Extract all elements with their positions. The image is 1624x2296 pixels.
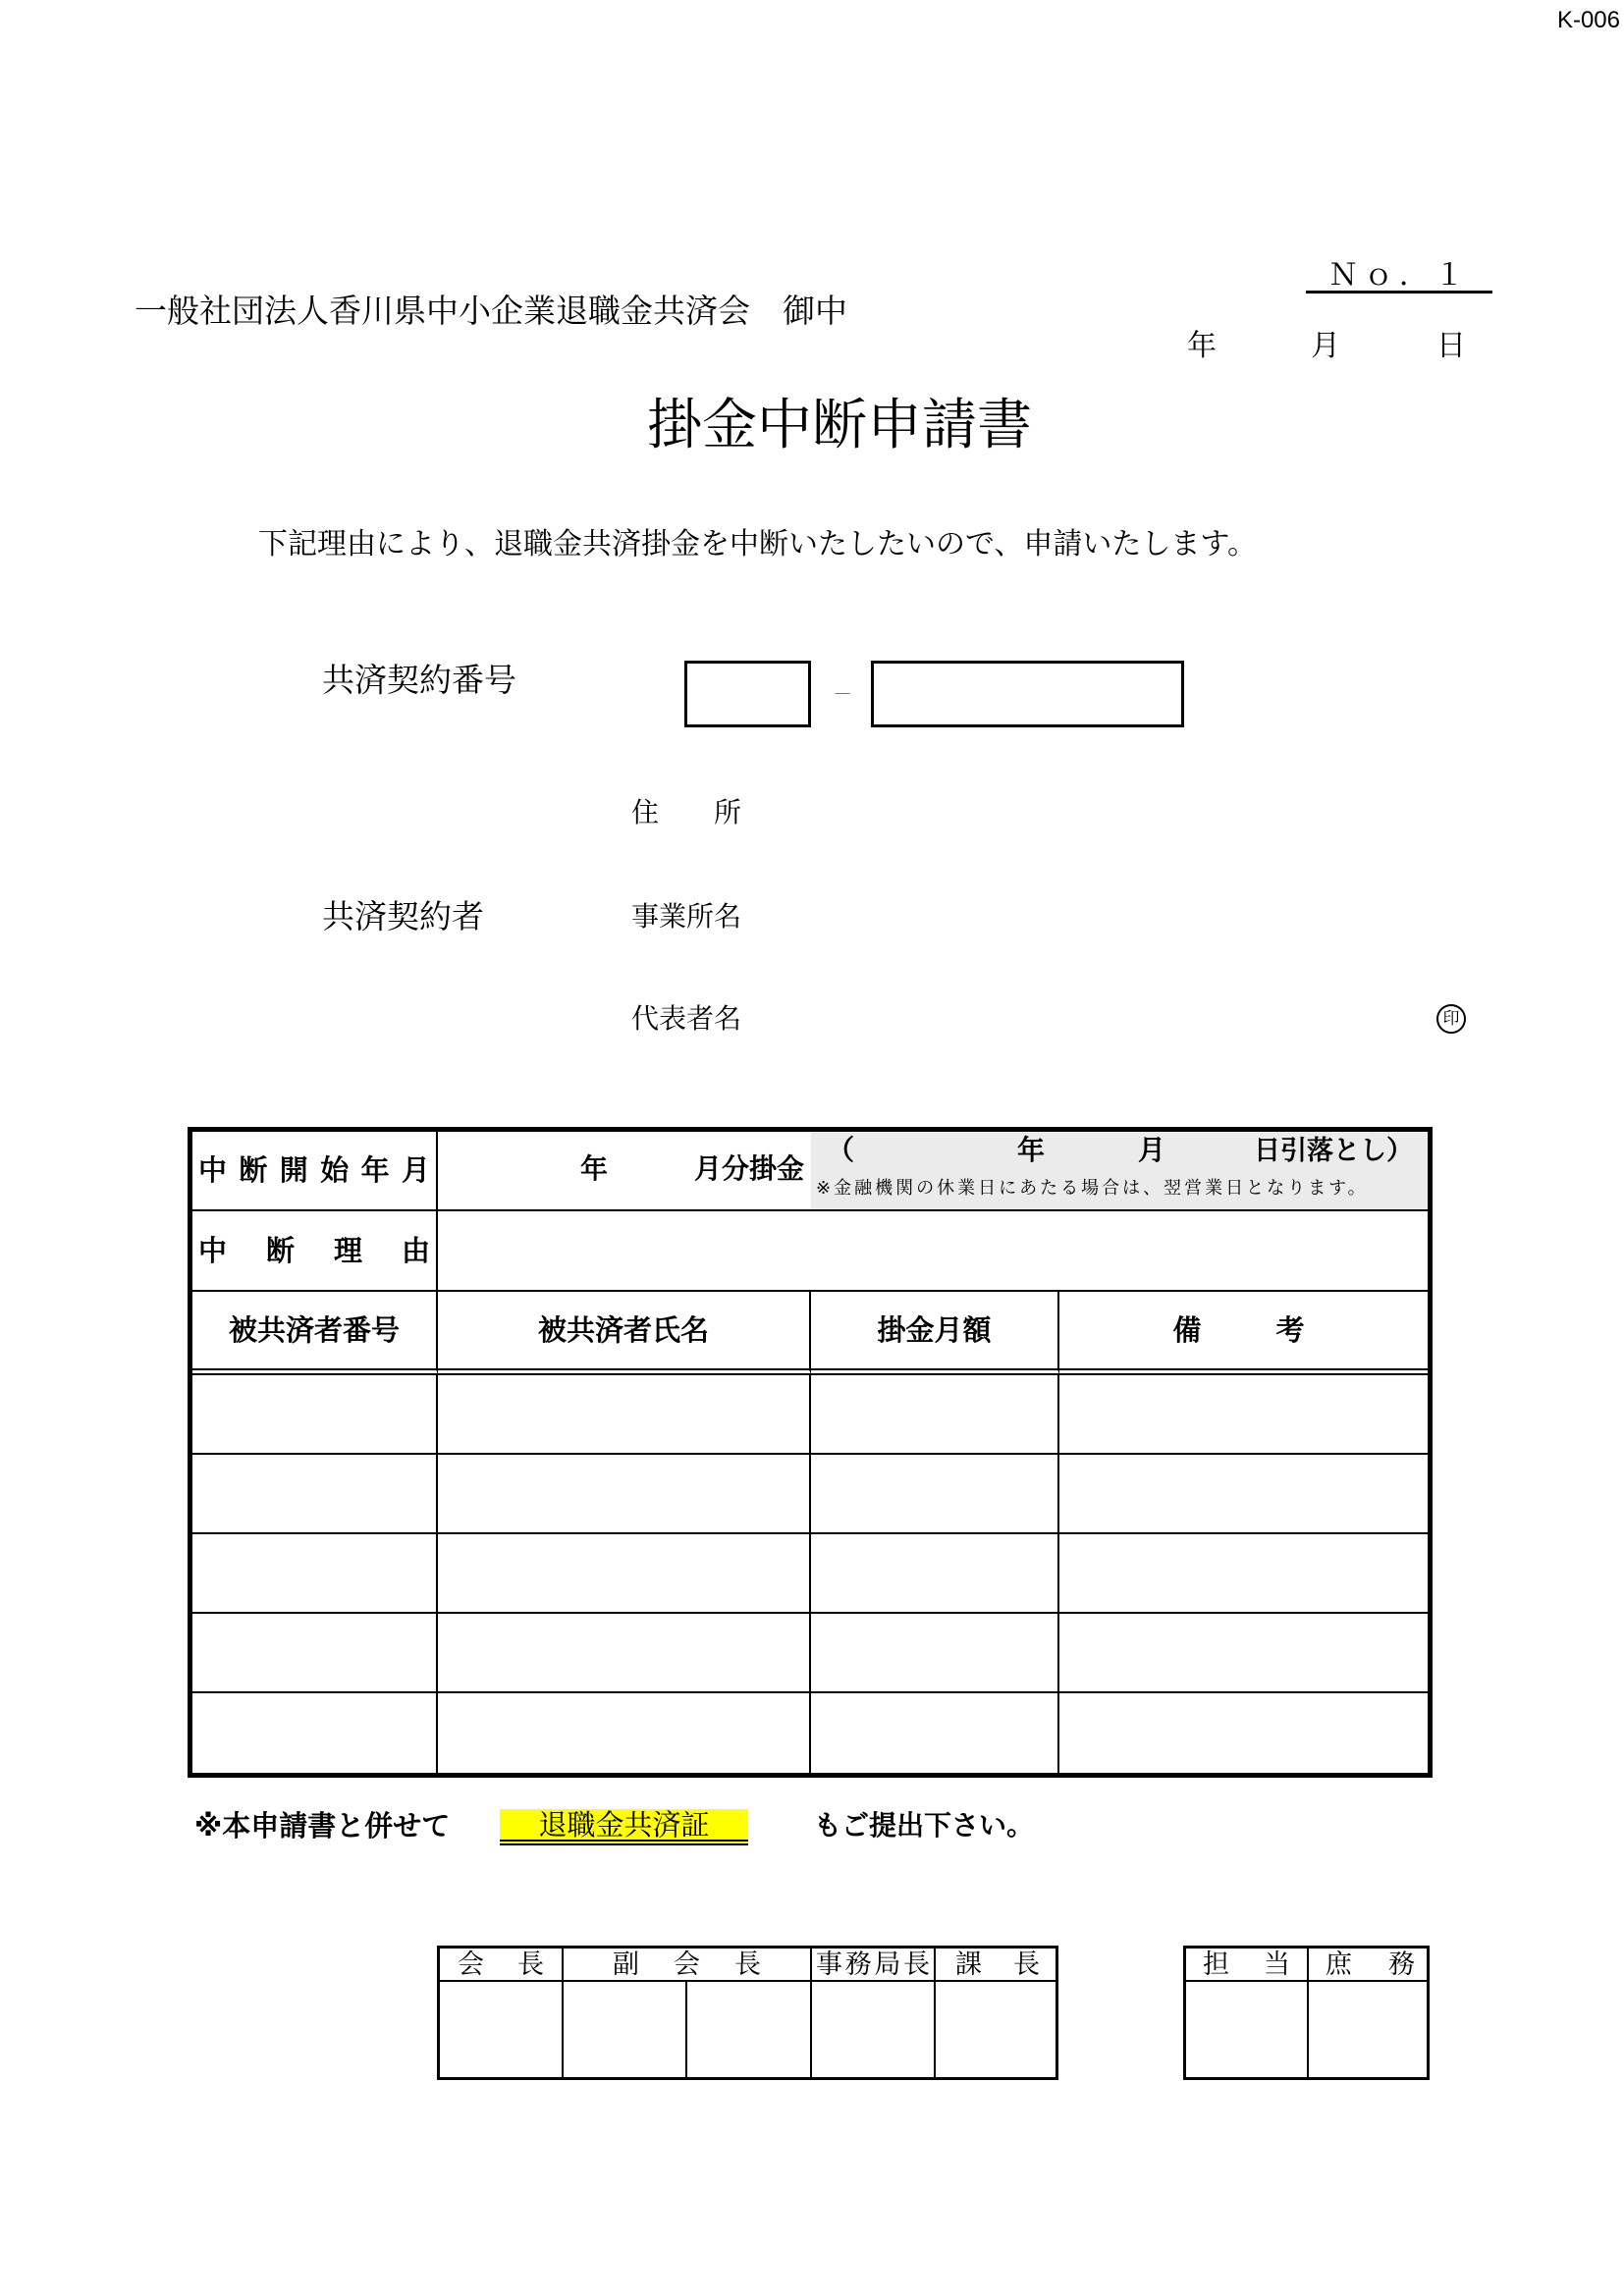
header-member-number: 被共済者番号 [228,1312,400,1347]
address-label: 住 所 [631,796,742,828]
reason-value-cell[interactable] [438,1211,1428,1292]
debit-month-unit: 月 [1138,1134,1166,1166]
document-code: K-006 [1556,7,1620,33]
approval-stamp-general-affairs[interactable] [1309,1982,1427,2077]
approval-header-label: 事務局長 [816,1949,930,1980]
suspension-table [188,1127,1433,1778]
addressee: 一般社団法人香川県中小企業退職金共済会 御中 [135,292,847,330]
approval-stamp-section-chief[interactable] [936,1982,1056,2077]
footnote-prefix: ※本申請書と併せて [194,1809,451,1842]
header-monthly-amount-cell [811,1292,1059,1375]
approval-header-general-affairs [1309,1949,1427,1982]
table-cell-member-name[interactable] [438,1693,811,1773]
reason-label-cell [192,1211,438,1292]
table-cell-member-name[interactable] [438,1375,811,1455]
table-cell-remarks[interactable] [1059,1455,1428,1534]
table-cell-monthly-amount[interactable] [811,1534,1059,1614]
table-cell-member-number[interactable] [192,1455,438,1534]
debit-day-text: 日引落とし） [1254,1136,1413,1166]
header-monthly-amount: 掛金月額 [877,1312,992,1347]
suspend-start-label-cell [192,1132,438,1211]
date-year-label: 年 [1187,329,1217,363]
intro-text: 下記理由により、退職金共済掛金を中断いたしたいので、申請いたします。 [258,527,1257,561]
table-cell-member-number[interactable] [192,1614,438,1693]
application-number: Ｎｏ．１ [1306,261,1492,294]
header-member-name-cell [438,1292,811,1375]
approval-header-secretary-general [812,1949,936,1982]
debit-date-box [811,1132,1428,1209]
approval-header-label: 会 長 [458,1949,544,1980]
footnote-highlight: 退職金共済証 [500,1809,748,1845]
header-remarks: 備 考 [1172,1312,1311,1347]
table-cell-monthly-amount[interactable] [811,1455,1059,1534]
table-cell-remarks[interactable] [1059,1534,1428,1614]
approval-header-person-in-charge [1186,1949,1309,1982]
approval-header-section-chief [936,1949,1056,1982]
suspend-month-unit: 月分掛金 [694,1152,805,1185]
approval-stamp-vice-chairman-1[interactable] [564,1982,687,2077]
seal-mark-icon: 印 [1436,1004,1466,1034]
approval-table-management [437,1946,1058,2080]
date-month-label: 月 [1311,329,1340,363]
footnote-suffix: もご提出下さい。 [814,1809,1035,1842]
contract-number-label: 共済契約番号 [322,661,516,699]
table-cell-member-number[interactable] [192,1375,438,1455]
table-cell-remarks[interactable] [1059,1693,1428,1773]
suspend-year-unit: 年 [580,1152,609,1185]
approval-header-label: 担 当 [1203,1949,1290,1980]
approval-header-label: 課 長 [955,1949,1040,1980]
debit-open-paren: （ [827,1134,855,1166]
table-cell-member-name[interactable] [438,1534,811,1614]
representative-label: 代表者名 [631,1002,742,1035]
table-cell-member-name[interactable] [438,1614,811,1693]
office-name-label: 事業所名 [631,900,742,933]
page-title: 掛金中断申請書 [647,394,1032,457]
suspend-start-value-cell[interactable] [438,1132,1428,1211]
approval-stamp-vice-chairman-2[interactable] [687,1982,812,2077]
contractor-label: 共済契約者 [322,897,484,935]
table-cell-member-number[interactable] [192,1693,438,1773]
date-day-label: 日 [1436,329,1466,363]
bank-holiday-note: ※金融機関の休業日にあたる場合は、翌営業日となります。 [816,1178,1369,1199]
table-cell-remarks[interactable] [1059,1375,1428,1455]
debit-year-unit: 年 [1017,1134,1046,1166]
approval-table-staff [1183,1946,1430,2080]
table-cell-monthly-amount[interactable] [811,1614,1059,1693]
table-cell-monthly-amount[interactable] [811,1375,1059,1455]
approval-header-label: 庶 務 [1326,1949,1415,1980]
table-cell-member-name[interactable] [438,1455,811,1534]
approval-stamp-secretary-general[interactable] [812,1982,936,2077]
contract-number-separator: － [833,682,852,706]
header-member-number-cell [192,1292,438,1375]
approval-header-label: 副 会 長 [613,1949,761,1980]
reason-label: 中断理由 [198,1233,430,1267]
approval-header-vice-chairman [564,1949,812,1982]
suspend-start-label: 中断開始年月 [198,1153,430,1187]
approval-stamp-person-in-charge[interactable] [1186,1982,1309,2077]
approval-stamp-chairman[interactable] [440,1982,564,2077]
header-member-name: 被共済者氏名 [537,1312,709,1347]
table-cell-remarks[interactable] [1059,1614,1428,1693]
table-cell-member-number[interactable] [192,1534,438,1614]
contract-number-suffix-box[interactable] [871,661,1184,727]
contract-number-prefix-box[interactable] [684,661,811,727]
table-cell-monthly-amount[interactable] [811,1693,1059,1773]
approval-header-chairman [440,1949,564,1982]
header-remarks-cell [1059,1292,1428,1375]
